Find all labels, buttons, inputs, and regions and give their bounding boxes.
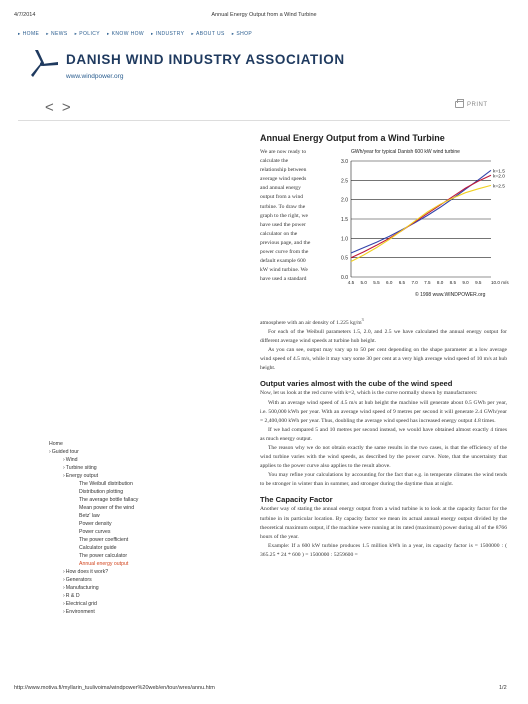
x-tick-label: 8.5 [449, 280, 457, 285]
paragraph: Now, let us look at the red curve with k=2, which is the curve normally shown by manufacturers: [260, 390, 478, 397]
sidebar-item[interactable]: The power calculator [79, 553, 128, 559]
nav-shop[interactable]: ▸ SHOP [232, 31, 252, 37]
intro-line: and annual energy [260, 185, 301, 192]
sidebar-item[interactable]: Mean power of the wind [79, 505, 135, 511]
sidebar-item[interactable]: › Wind [49, 456, 209, 464]
intro-line: kW wind turbine. We [260, 267, 308, 274]
sidebar-item[interactable]: Power curves [79, 529, 111, 535]
nav-policy[interactable]: ▸ POLICY [75, 31, 100, 37]
sidebar-item[interactable]: Calculator guide [79, 545, 117, 551]
sidebar-item[interactable]: › Energy output [49, 472, 209, 480]
legend-label: k=1.5 [493, 169, 505, 175]
chart-copyright: © 1998 www.WINDPOWER.org [415, 292, 486, 297]
series-line-k=2.5 [351, 185, 491, 261]
sidebar-menu [49, 440, 209, 616]
sidebar-item[interactable]: Betz' law [79, 513, 100, 519]
intro-line: relationship between [260, 167, 307, 174]
nav-home[interactable]: ▸ HOME [18, 31, 39, 37]
superscript: 3 [361, 317, 364, 322]
intro-line: output from a wind [260, 194, 304, 201]
sidebar-item[interactable]: › Environment [49, 608, 209, 616]
sidebar-item[interactable]: Home [49, 441, 63, 447]
sidebar-item[interactable]: › Manufacturing [49, 584, 209, 592]
x-tick-label: 8.0 [436, 280, 444, 285]
x-tick-label: 7.5 [424, 280, 431, 285]
sidebar-item[interactable]: › Generators [49, 576, 209, 584]
intro-line: power curve from the [260, 249, 309, 256]
nav-industry[interactable]: ▸ INDUSTRY [151, 31, 184, 37]
paragraph: With an average wind speed of 4.5 m/s at hub height the machine will generate about 0.5 GWh per year, i.e. 500,000 kWh per year. With an average wind speed of 9 metres per second it will generate 2.4 GWh/year = 2,400,000 kWh per year. Thus, doubling the average wind speed has increased energy output 4.8 times. [260, 399, 507, 424]
intro-line: turbine. To draw the [260, 203, 306, 210]
article-title: Annual Energy Output from a Wind Turbine [260, 133, 445, 143]
x-tick-label: 4.5 [347, 280, 355, 285]
y-tick-label: 3.0 [341, 159, 348, 165]
turbine-logo-icon[interactable] [30, 48, 60, 80]
x-tick-label: 5.5 [373, 280, 380, 285]
org-name[interactable]: DANISH WIND INDUSTRY ASSOCIATION [66, 52, 345, 67]
paragraph: The reason why we do not obtain exactly the same results in the two cases, is that the efficiency of the wind turbine varies with the wind speeds, as described by the power curve. Note, that the uncertainty that applies to the power curve also applies to the result above. [260, 444, 507, 470]
print-button[interactable] [455, 101, 488, 108]
sidebar-item[interactable]: › Turbine siting [49, 464, 209, 472]
x-tick-label: 10.0 m/s [491, 280, 509, 285]
paragraph: If we had compared 5 and 10 metres per second instead, we would have obtained almost exactly 4 times as much energy output. [260, 426, 507, 442]
y-tick-label: 0.5 [341, 255, 348, 262]
footer-url: http://www.motiva.fi/myllarin_tuulivoima/windpower%20web/en/tour/wres/annu.htm [14, 685, 215, 691]
sidebar-item[interactable]: The average bottle fallacy [79, 497, 139, 503]
print-label: PRINT [467, 101, 488, 108]
x-tick-label: 6.5 [398, 280, 406, 285]
y-tick-label: 1.5 [341, 217, 348, 223]
x-tick-label: 9.5 [475, 280, 482, 285]
print-date: 4/7/2014 [14, 12, 36, 18]
header-divider [18, 120, 510, 121]
y-tick-label: 1.0 [341, 236, 348, 243]
chart-title: GWh/year for typical Danish 600 kW wind turbine [351, 149, 460, 155]
sidebar-item[interactable]: The power coefficient [79, 537, 129, 543]
intro-line: We are now ready to [260, 149, 307, 155]
sidebar-item[interactable]: › Guided tour [49, 448, 209, 456]
chart-legend [493, 168, 505, 189]
article [260, 133, 509, 558]
intro-line: average wind speeds [260, 176, 307, 183]
intro-line: calculate the [260, 158, 289, 165]
intro-line: graph to the right, we [260, 212, 309, 219]
paragraph: As you can see, output may vary up to 50 per cent depending on the shape parameter at a low average wind speed of 4.5 m/s, while it may vary some 30 per cent at a very high average wind speed of 10 m/s at hub height. [260, 347, 507, 372]
intro-continuation [260, 315, 507, 328]
section-heading-capacity: The Capacity Factor [260, 495, 333, 505]
sidebar-item[interactable]: Power density [79, 521, 112, 527]
intro-line: previous page, and the [260, 239, 311, 246]
org-url[interactable]: www.windpower.org [66, 73, 124, 80]
nav-news[interactable]: ▸ NEWS [46, 31, 67, 37]
intro-line: have used a standard [260, 276, 307, 283]
chart-x-ticks [348, 280, 509, 285]
x-tick-label: 7.0 [411, 280, 418, 285]
printer-icon [455, 101, 464, 108]
x-tick-label: 9.0 [462, 280, 469, 285]
legend-label: k=2.0 [493, 174, 505, 180]
intro-line: have used the power [260, 221, 306, 228]
intro-cont-text: atmosphere with an air density of 1.225 kg/m [260, 319, 362, 326]
paragraph: For each of the Weibull parameters 1.5, 2.0, and 2.5 we have calculated the annual energy output for different average wind speeds at turbine hub height. [260, 328, 507, 345]
paragraph: Another way of stating the annual energy output from a wind turbine is to look at the capacity factor for the turbine in its particular location. By capacity factor we mean its actual annual energy output divided by the theoretical maximum output, if the machine were running at its rated (maximum) power during all of the 8766 hours of the year. [260, 506, 507, 540]
chart-series [351, 170, 491, 261]
sidebar-item[interactable]: Distribution plotting [79, 489, 124, 495]
sidebar-item[interactable]: › Electrical grid [49, 600, 209, 608]
intro-line: default example 600 [260, 258, 306, 265]
y-tick-label: 2.0 [341, 197, 348, 204]
nav-about-us[interactable]: ▸ ABOUT US [191, 31, 224, 37]
intro-line: calculator on the [260, 230, 298, 237]
top-navigation [18, 31, 252, 37]
sidebar-item[interactable]: The Weibull distribution [79, 481, 133, 487]
y-tick-label: 2.5 [341, 178, 348, 185]
x-tick-label: 5.0 [360, 280, 367, 285]
paragraph: You may refine your calculations by accounting for the fact that e.g. in temperate climates the wind tends to be stronger in winter than in summer, and stronger during the daytime than at night. [260, 472, 507, 488]
energy-output-chart [329, 147, 509, 297]
prev-next-arrows-icon[interactable]: < > [45, 99, 73, 116]
sidebar-item[interactable]: › R & D [49, 592, 209, 600]
print-title: Annual Energy Output from a Wind Turbine [211, 12, 317, 18]
y-tick-label: 0.0 [341, 275, 348, 281]
paragraph: Example: If a 600 kW turbine produces 1.5 million kWh in a year, its capacity factor is = 1500000 : ( 365.25 * 24 * 600 ) = 1500000 : 5259600 = [260, 542, 507, 558]
nav-know-how[interactable]: ▸ KNOW HOW [107, 31, 144, 37]
chart-y-ticks [341, 159, 348, 281]
intro-column [260, 148, 327, 284]
x-tick-label: 6.0 [385, 280, 393, 285]
sidebar-item[interactable]: Annual energy output [79, 561, 129, 567]
legend-label: k=2.5 [493, 184, 505, 190]
series-line-k=1.5 [351, 170, 491, 253]
sidebar-item[interactable]: › How does it work? [49, 568, 209, 576]
section-heading-cube: Output varies almost with the cube of the wind speed [260, 379, 453, 389]
footer-page-number: 1/2 [499, 685, 507, 691]
article-body [260, 315, 507, 560]
